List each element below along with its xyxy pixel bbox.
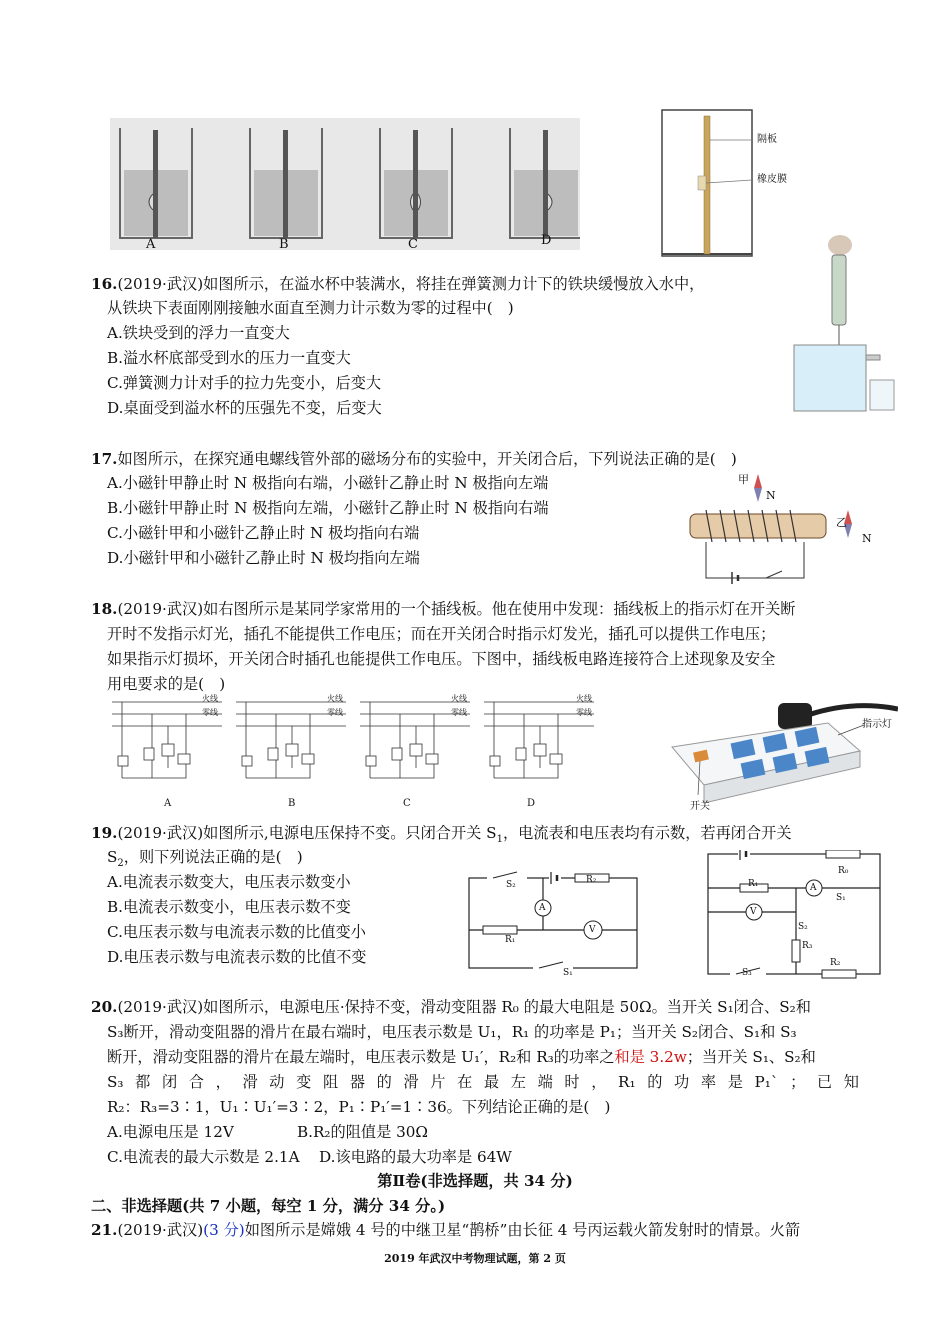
q20-stem-4-part: 时 <box>564 1073 580 1091</box>
q20-stem-5: R₂：R₃=3∶1，U₁∶U₁′=3∶2，P₁∶P₁′=1∶36。下列结论正确的是( ) <box>107 1098 611 1116</box>
q20-stem-4-part: R₁ <box>618 1073 636 1091</box>
section2-heading: 二、非选择题(共 7 小题，每空 1 分，满分 34 分。) <box>91 1197 446 1215</box>
q16-option-c: C.弹簧测力计对手的拉力先变小，后变大 <box>107 374 382 392</box>
q17-number: 17. <box>91 450 118 468</box>
q21-source: (2019·武汉) <box>117 1221 204 1239</box>
q20-stem-4-part: 的 <box>376 1073 392 1091</box>
q18-circuits-svg <box>108 698 608 808</box>
q20-stem-4-part: 已 <box>816 1073 833 1091</box>
q20-stem-4-part: 左 <box>510 1073 526 1091</box>
q18-neutral-wire-d: 零线 <box>576 708 592 717</box>
needle-yi-label: 乙 <box>836 516 847 529</box>
q16-option-b: B.溢水杯底部受到水的压力一直变大 <box>107 349 351 367</box>
q18-neutral-wire-b: 零线 <box>327 708 343 717</box>
q18-stem-4: 用电要求的是( ) <box>107 675 226 693</box>
q20-stem-4-part: 最 <box>483 1073 500 1091</box>
q20-stem-4-part: 闭 <box>161 1073 178 1091</box>
q16-option-a: A.铁块受到的浮力一直变大 <box>107 324 290 342</box>
q20-stem-3-pre: 断开，滑动变阻器的滑片在最左端时，电压表示数是 U₁′，R₂和 R₃的功率之 <box>107 1048 615 1066</box>
q20-stem-4-part: 是 <box>727 1073 743 1091</box>
q19-stem-1-sub: 1 <box>496 834 503 846</box>
q16-stem-1: (2019·武汉)如图所示，在溢水杯中装满水，将挂在弹簧测力计下的铁块缓慢放入水中， <box>117 275 705 293</box>
q19-stem-1-end: ，电流表和电压表均有示数，若再闭合开关 <box>502 824 792 842</box>
q20-stem-4-part: 阻 <box>322 1073 339 1091</box>
q20-stem-4-part: 滑 <box>403 1073 419 1091</box>
q20-option-c: C.电流表的最大示数是 2.1A <box>107 1148 300 1166</box>
q20-stem-4-part: S₃ <box>107 1073 124 1091</box>
q17-option-c: C.小磁针甲和小磁针乙静止时 N 极均指向右端 <box>107 524 420 542</box>
q18-live-wire-b: 火线 <box>327 694 343 703</box>
q20-stem-4-part: ， <box>591 1073 607 1091</box>
q19-option-a: A.电流表示数变大，电压表示数变小 <box>107 873 351 891</box>
q19-fig-s1: S₁ <box>563 968 573 978</box>
beakers-svg <box>110 118 580 258</box>
q20-fig-voltmeter: V <box>750 907 757 917</box>
q18-circuit-label-a: A <box>164 798 172 809</box>
q20-line1 <box>91 996 811 1018</box>
q18-live-wire-c: 火线 <box>451 694 467 703</box>
q18-circuits-figure <box>108 698 608 808</box>
q20-stem-4-part: 都 <box>135 1073 151 1091</box>
q18-neutral-wire-a: 零线 <box>202 708 218 717</box>
beaker-label-a: A <box>146 237 156 252</box>
q20-fig-ammeter: A <box>810 883 817 893</box>
q18-stem-2: 开时不发指示灯光，插孔不能提供工作电压；而在开关闭合时指示灯发光，插孔可以提供工作电压； <box>107 625 776 643</box>
q17-line1 <box>91 448 737 470</box>
q20-stem-4-part: P₁` <box>754 1073 779 1091</box>
q19-fig-r1: R₁ <box>505 935 516 945</box>
q20-stem-4-part: 在 <box>457 1073 473 1091</box>
q20-stem-4-part: 知 <box>843 1073 859 1091</box>
q20-fig-s1: S₁ <box>836 893 846 903</box>
q20-stem-4-part: 端 <box>537 1073 553 1091</box>
q21-line1 <box>91 1219 800 1241</box>
q20-circuit-figure <box>706 850 886 980</box>
q16-option-d: D.桌面受到溢水杯的压强先不变，后变大 <box>107 399 382 417</box>
overflow-cup-figure <box>788 225 898 415</box>
q20-stem-3-highlight: 和是 3.2w <box>614 1048 687 1066</box>
q17-option-a: A.小磁针甲静止时 N 极指向右端，小磁针乙静止时 N 极指向左端 <box>107 474 549 492</box>
section2-title: 第Ⅱ卷(非选择题，共 34 分) <box>377 1172 573 1190</box>
q20-fig-r0: R₀ <box>838 866 849 876</box>
q18-circuit-label-d: D <box>527 798 536 809</box>
strip-indicator-label: 指示灯 <box>862 719 892 730</box>
q20-stem-4-part: 率 <box>700 1073 717 1091</box>
q19-option-d: D.电压表示数与电流表示数的比值不变 <box>107 948 367 966</box>
q19-circuit-figure <box>463 870 643 980</box>
q19-fig-s2: S₂ <box>506 880 516 890</box>
q20-number: 20. <box>91 998 118 1016</box>
beaker-label-c: C <box>408 237 418 252</box>
q20-stem-4-part: 功 <box>674 1073 690 1091</box>
q20-stem-4-part: 器 <box>349 1073 365 1091</box>
needle-yi-n-label: N <box>862 532 872 545</box>
q19-stem-1: (2019·武汉)如图所示,电源电压保持不变。只闭合开关 S <box>117 824 497 842</box>
beaker-label-b: B <box>279 237 289 252</box>
beaker-label-d: D <box>541 233 552 248</box>
strip-switch-label: 开关 <box>690 801 710 812</box>
q19-stem-2-end: ，则下列说法正确的是( ) <box>123 848 303 866</box>
q20-fig-r1: R₁ <box>748 879 759 889</box>
q20-fig-s2: S₂ <box>798 922 808 932</box>
q16-number: 16. <box>91 275 118 293</box>
q16-line1 <box>91 273 704 295</box>
q17-stem: 如图所示，在探究通电螺线管外部的磁场分布的实验中，开关闭合后，下列说法正确的是( ) <box>117 450 737 468</box>
q20-stem-1: (2019·武汉)如图所示，电源电压·保持不变，滑动变阻器 R₀ 的最大电阻是 50Ω。当开关 S₁闭合、S₂和 <box>117 998 811 1016</box>
q18-number: 18. <box>91 600 118 618</box>
q20-stem-4-part: ， <box>215 1073 231 1091</box>
q19-number: 19. <box>91 824 118 842</box>
q20-stem-3-post: ；当开关 S₁、S₂和 <box>686 1048 816 1066</box>
q19-fig-r2: R₂ <box>586 875 597 885</box>
q20-stem-4 <box>107 1071 859 1093</box>
q18-live-wire-d: 火线 <box>576 694 592 703</box>
q19-fig-voltmeter: V <box>589 925 596 935</box>
q20-stem-4-part: 动 <box>269 1073 285 1091</box>
q20-stem-4-part: ； <box>790 1073 806 1091</box>
q20-stem-4-part: 变 <box>296 1073 312 1091</box>
q19-fig-ammeter: A <box>539 903 546 913</box>
q20-line3 <box>107 1046 816 1068</box>
q16-stem-2: 从铁块下表面刚刚接触水面直至测力计示数为零的过程中( ) <box>107 299 514 317</box>
q18-stem-3: 如果指示灯损坏，开关闭合时插孔也能提供工作电压。下图中，插线板电路连接符合上述现象及安全 <box>107 650 776 668</box>
beakers-figure <box>110 118 580 258</box>
solenoid-figure <box>686 470 886 590</box>
q19-stem-2-sub: 2 <box>117 858 124 870</box>
q20-option-a: A.电源电压是 12V <box>107 1123 234 1141</box>
q18-line1 <box>91 598 795 620</box>
q20-stem-2: S₃断开，滑动变阻器的滑片在最右端时，电压表示数是 U₁，R₁ 的功率是 P₁；当开关 S₂闭合、S₁和 S₃ <box>107 1023 797 1041</box>
q18-neutral-wire-c: 零线 <box>451 708 467 717</box>
needle-jia-label: 甲 <box>738 473 749 486</box>
q18-stem-1: (2019·武汉)如右图所示是某同学家常用的一个插线板。他在使用中发现：插线板上的指示灯在开关断 <box>117 600 796 618</box>
q20-fig-r3: R₃ <box>802 941 813 951</box>
q17-option-b: B.小磁针甲静止时 N 极指向左端，小磁针乙静止时 N 极指向右端 <box>107 499 549 517</box>
q18-circuit-label-b: B <box>288 798 296 809</box>
page-footer: 2019 年武汉中考物理试题，第 2 页 <box>384 1252 566 1265</box>
q20-stem-4-part: 合 <box>188 1073 204 1091</box>
needle-jia-n-label: N <box>766 489 776 502</box>
q21-number: 21. <box>91 1221 118 1239</box>
q17-option-d: D.小磁针甲和小磁针乙静止时 N 极均指向左端 <box>107 549 420 567</box>
q18-circuit-label-c: C <box>403 798 411 809</box>
q20-stem-4-part: 滑 <box>242 1073 258 1091</box>
q20-fig-r2: R₂ <box>830 958 841 968</box>
q21-stem: 如图所示是嫦娥 4 号的中继卫星“鹊桥”由长征 4 号丙运载火箭发射时的情景。火箭 <box>244 1221 801 1239</box>
q20-stem-4-part: 的 <box>647 1073 663 1091</box>
membrane-label: 橡皮膜 <box>757 174 787 185</box>
q20-fig-s3: S₃ <box>742 968 752 978</box>
q18-live-wire-a: 火线 <box>202 694 218 703</box>
q20-stem-4-part: 片 <box>430 1073 446 1091</box>
q21-score: (3 分) <box>203 1221 245 1239</box>
q19-option-b: B.电流表示数变小，电压表示数不变 <box>107 898 351 916</box>
q19-stem-2: S <box>107 848 118 866</box>
partition-label: 隔板 <box>757 134 777 145</box>
q19-option-c: C.电压表示数与电流表示数的比值变小 <box>107 923 366 941</box>
q20-option-d: D.该电路的最大功率是 64W <box>319 1148 512 1166</box>
q20-option-b: B.R₂的阻值是 30Ω <box>297 1123 429 1141</box>
